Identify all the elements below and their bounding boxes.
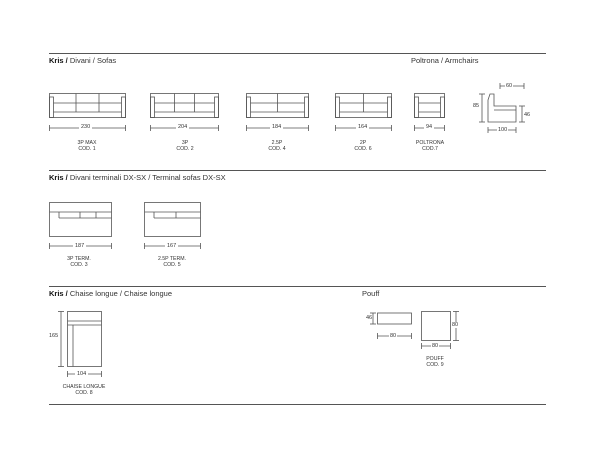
section-header-terminal-sofas [49, 173, 226, 182]
terminal-sofa-3p-width: 187 [75, 243, 85, 249]
section-divider-terminal [49, 170, 546, 171]
brand-label: Kris / [49, 289, 68, 298]
pouff-height: 46 [366, 315, 373, 321]
sofa-3p-width: 204 [178, 124, 188, 130]
sofa-2p-width: 164 [358, 124, 368, 130]
pouff-top-view-drawing [421, 311, 461, 351]
brand-label: Kris / [49, 173, 68, 182]
sofa-25p-caption: 2.5P COD. 4 [268, 140, 286, 153]
section-header-armchairs: Poltrona / Armchairs [411, 56, 479, 65]
chaise-longue-length: 165 [49, 333, 59, 339]
section-header-pouff: Pouff [362, 289, 380, 298]
terminal-sofa-3p-caption: 3P TERM. COD. 3 [67, 256, 91, 269]
side-view-height: 85 [473, 103, 480, 109]
chaise-longue-caption: CHAISE LONGUE COD. 8 [62, 384, 106, 397]
brand-label: Kris / [49, 56, 68, 65]
armchair-caption: POLTRONA COD.7 [415, 140, 445, 153]
sofa-3p-caption: 3P COD. 2 [176, 140, 194, 153]
section-title: Divani terminali DX-SX / Terminal sofas DX-SX [69, 173, 226, 182]
side-view-seat-height: 46 [524, 112, 531, 118]
sofa-3p-max-caption: 3P MAX COD. 1 [77, 140, 97, 153]
armchair-width: 94 [426, 124, 433, 130]
section-title: Chaise longue / Chaise longue [69, 289, 173, 298]
section-header-chaise-longue [49, 289, 172, 298]
pouff-caption: POUFF COD. 9 [426, 356, 444, 369]
side-view-seat-depth: 60 [506, 83, 513, 89]
section-divider-chaise [49, 286, 546, 287]
terminal-sofa-25p-caption: 2.5P TERM. COD. 5 [157, 256, 187, 269]
pouff-width: 80 [432, 343, 439, 349]
sofa-25p-width: 184 [272, 124, 282, 130]
sofa-2p-caption: 2P COD. 6 [354, 140, 372, 153]
section-header-sofas [49, 56, 116, 65]
section-title: Divani / Sofas [69, 56, 117, 65]
section-divider-top [49, 53, 546, 54]
pouff-depth: 80 [452, 322, 459, 328]
pouff-side-width: 80 [390, 333, 397, 339]
chaise-longue-width: 104 [77, 371, 87, 377]
side-view-depth: 100 [498, 127, 508, 133]
terminal-sofa-25p-width: 167 [167, 243, 177, 249]
section-divider-bottom [49, 404, 546, 405]
sofa-3p-max-width: 230 [81, 124, 91, 130]
